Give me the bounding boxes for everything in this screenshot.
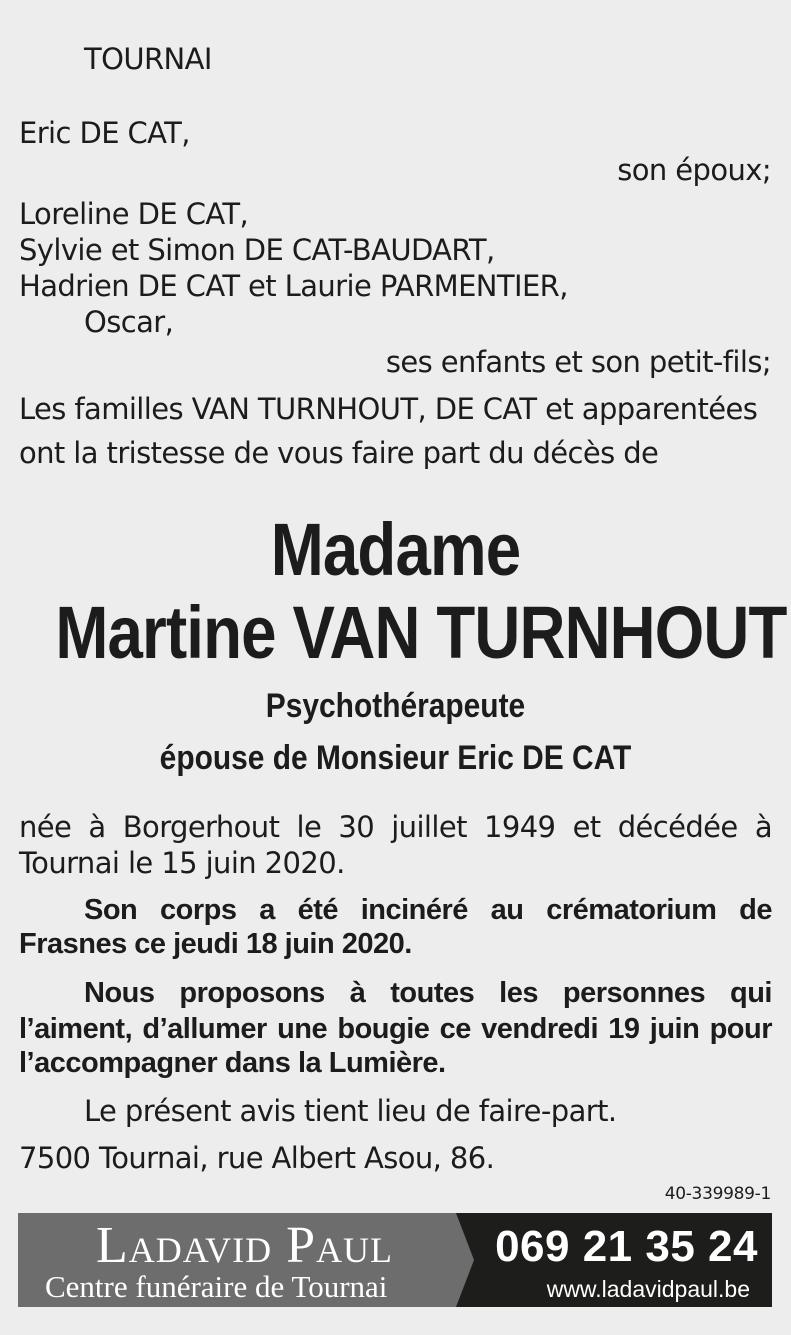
funeral-home-logo: Ladavid Paul	[96, 1217, 394, 1274]
birth-death-line-1: née à Borgerhout le 30 juillet 1949 et décédée à	[19, 810, 772, 844]
child-name: Hadrien DE CAT et Laurie PARMENTIER,	[19, 269, 568, 303]
cremation-line-2: Frasnes ce jeudi 18 juin 2020.	[19, 928, 412, 960]
deceased-profession: Psychothérapeute	[265, 687, 526, 725]
deceased-name: Martine VAN TURNHOUT	[55, 591, 787, 674]
candle-line-1: Nous proposons à toutes les personnes qui	[84, 977, 772, 1009]
reference-number: 40-339989-1	[664, 1184, 771, 1204]
candle-line-3: l’accompagner dans la Lumière.	[19, 1047, 446, 1079]
candle-line-2: l’aiment, d’allumer une bougie ce vendredi 19 juin pour	[19, 1013, 772, 1045]
spouse-role: son époux;	[617, 153, 771, 187]
city-heading: TOURNAI	[84, 42, 212, 76]
deceased-spouse-of: épouse de Monsieur Eric DE CAT	[159, 739, 632, 777]
child-name: Loreline DE CAT,	[19, 197, 249, 231]
spouse-name: Eric DE CAT,	[19, 116, 190, 150]
grandchild-name: Oscar,	[84, 305, 174, 339]
notice-line: Le présent avis tient lieu de faire-part.	[84, 1094, 617, 1128]
announcement-line: ont la tristesse de vous faire part du décès de	[19, 436, 659, 470]
website-link[interactable]: www.ladavidpaul.be	[546, 1276, 750, 1302]
address-line: 7500 Tournai, rue Albert Asou, 86.	[19, 1141, 495, 1175]
cremation-line-1: Son corps a été incinéré au crématorium de	[84, 894, 772, 926]
phone-number: 069 21 35 24	[495, 1222, 758, 1271]
families-line: Les familles VAN TURNHOUT, DE CAT et apparentées	[19, 392, 758, 426]
funeral-home-banner	[18, 1213, 772, 1307]
funeral-home-tagline: Centre funéraire de Tournai	[45, 1269, 388, 1304]
deceased-title: Madame	[270, 508, 521, 591]
birth-death-line-2: Tournai le 15 juin 2020.	[19, 846, 345, 880]
children-role: ses enfants et son petit-fils;	[385, 345, 771, 379]
child-name: Sylvie et Simon DE CAT-BAUDART,	[19, 233, 495, 267]
